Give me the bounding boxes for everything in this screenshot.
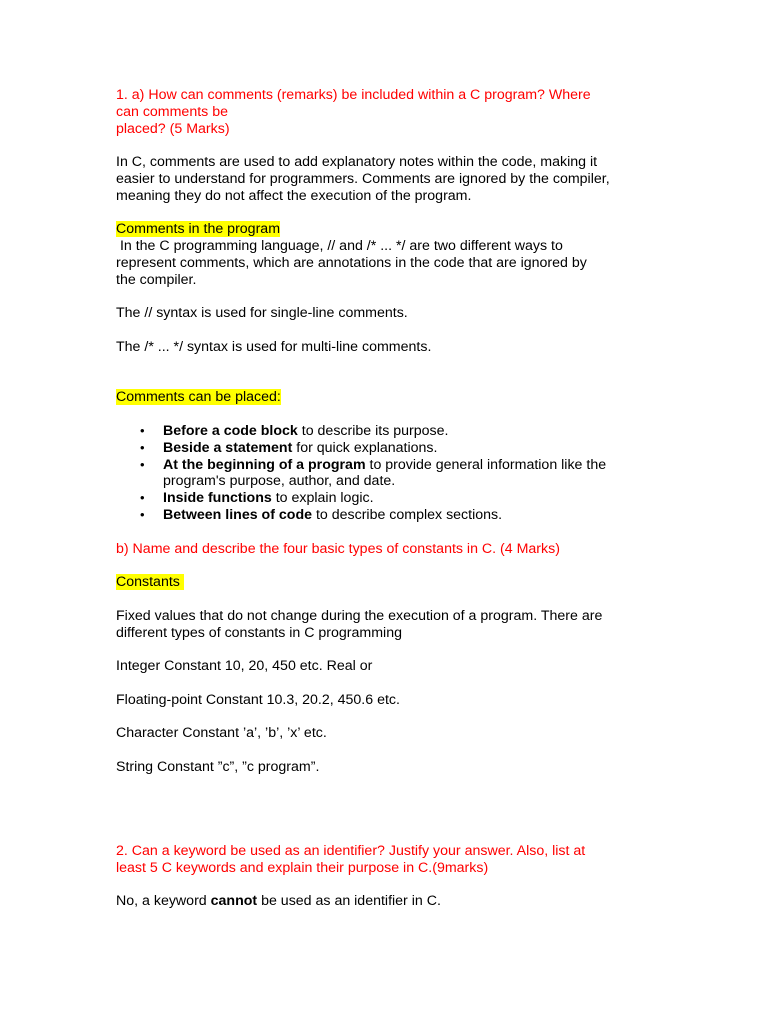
list-item (116, 457, 661, 491)
paragraph-line: Fixed values that do not change during the execution of a program. There are (116, 607, 603, 624)
character-constant-text: Character Constant ’a’, ’b’, ’x’ etc. (116, 725, 327, 742)
integer-constant-text: Integer Constant 10, 20, 450 etc. Real or (116, 658, 373, 675)
paragraph-line: In C, comments are used to add explanatory notes within the code, making it (116, 154, 598, 171)
bullet-icon: • (140, 422, 145, 438)
bullet-icon: • (140, 439, 145, 455)
list-item-text: for quick explanations. (292, 439, 438, 456)
question-line: can comments be (116, 103, 228, 120)
list-item-bold: At the beginning of a program (163, 456, 366, 473)
intro-paragraph (116, 154, 661, 204)
placement-list (116, 423, 661, 524)
question-line: 2. Can a keyword be used as an identifier? Justify your answer. Also, list at (116, 842, 586, 859)
bullet-icon: • (140, 506, 145, 522)
question-line: placed? (5 Marks) (116, 120, 230, 137)
list-item-bold: Beside a statement (163, 439, 293, 456)
string-constant-text: String Constant ”c”, ”c program”. (116, 758, 320, 775)
single-line-comment-text: The // syntax is used for single-line comments. (116, 305, 408, 322)
list-item-text: program's purpose, author, and date. (163, 473, 396, 490)
list-item-bold: Before a code block (163, 422, 298, 439)
multi-line-comment-text: The /* ... */ syntax is used for multi-line comments. (116, 338, 432, 355)
paragraph-line: In the C programming language, // and /* ... */ are two different ways to (116, 238, 563, 255)
paragraph-line: different types of constants in C programming (116, 624, 402, 641)
paragraph-line: the compiler. (116, 271, 197, 288)
list-item-bold: Between lines of code (163, 506, 313, 523)
answer-text: be used as an identifier in C. (257, 893, 441, 910)
comments-paragraph (116, 238, 661, 288)
question-line: least 5 C keywords and explain their purpose in C.(9marks) (116, 859, 489, 876)
question-1b-heading: b) Name and describe the four basic types of constants in C. (4 Marks) (116, 540, 560, 557)
list-item-text: to explain logic. (271, 490, 374, 507)
question-2-heading (116, 843, 661, 877)
document-page (116, 87, 661, 910)
answer-bold: cannot (210, 893, 258, 910)
floating-constant-text: Floating-point Constant 10.3, 20.2, 450.6 etc. (116, 691, 400, 708)
comments-in-program-heading: Comments in the program (116, 221, 281, 238)
list-item (116, 440, 661, 457)
constants-heading: Constants (116, 574, 184, 591)
keyword-answer (116, 893, 661, 910)
paragraph-line: represent comments, which are annotations in the code that are ignored by (116, 254, 587, 271)
list-item-text: to provide general information like the (365, 456, 607, 473)
list-item-bold: Inside functions (163, 490, 272, 507)
question-1a-heading (116, 87, 661, 137)
list-item-text: to describe complex sections. (312, 506, 503, 523)
paragraph-line: easier to understand for programmers. Comments are ignored by the compiler, (116, 170, 610, 187)
constants-paragraph (116, 608, 661, 642)
bullet-icon: • (140, 456, 145, 472)
question-line: 1. a) How can comments (remarks) be included within a C program? Where (116, 87, 591, 103)
list-item (116, 490, 661, 507)
list-item (116, 423, 661, 440)
comments-placed-heading: Comments can be placed: (116, 389, 281, 406)
list-item (116, 507, 661, 524)
list-item-text: to describe its purpose. (297, 422, 449, 439)
bullet-icon: • (140, 490, 145, 506)
answer-text: No, a keyword (116, 893, 211, 910)
paragraph-line: meaning they do not affect the execution of the program. (116, 187, 472, 204)
